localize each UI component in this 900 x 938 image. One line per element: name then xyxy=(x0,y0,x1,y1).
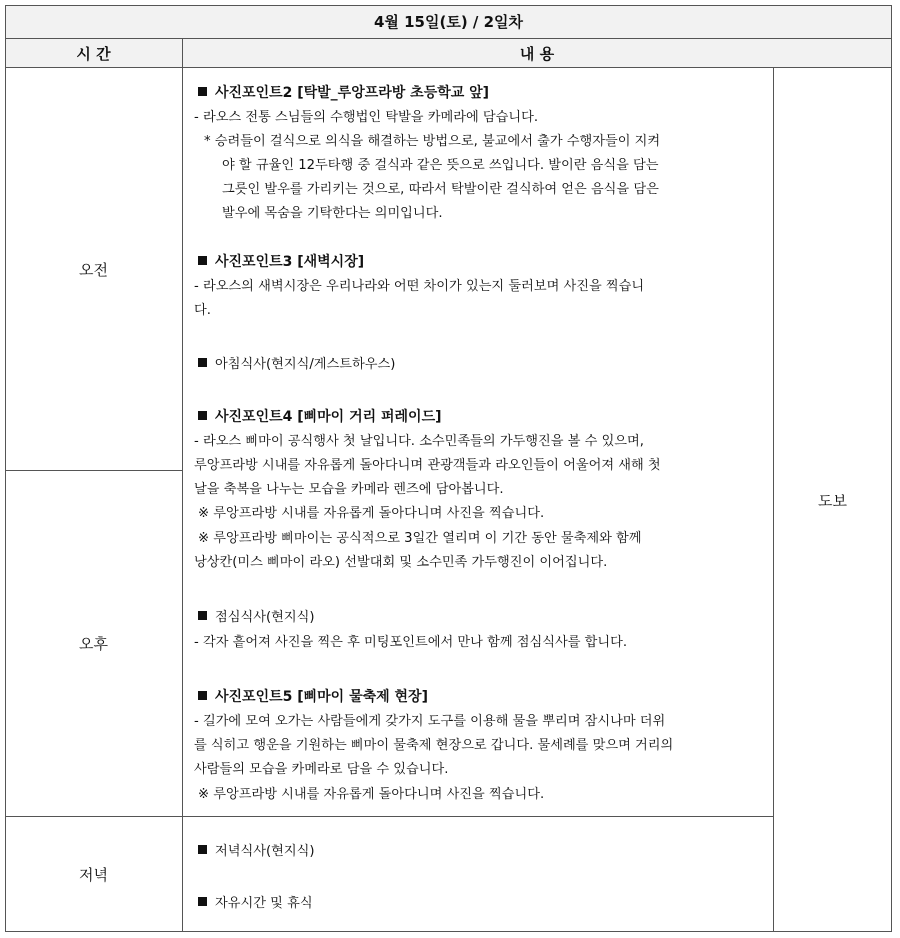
schedule-detail-line xyxy=(194,554,607,572)
border-top xyxy=(5,5,892,6)
border-time-content xyxy=(182,38,183,932)
square-bullet-icon xyxy=(198,358,207,367)
line-text: 다. xyxy=(194,303,211,318)
period-morning: 오전 xyxy=(79,260,108,279)
square-bullet-icon xyxy=(198,845,207,854)
period-evening: 저녁 xyxy=(79,865,108,884)
line-text: 그릇인 발우를 가리키는 것으로, 따라서 탁발이란 걸식하여 얻은 음식을 담은 xyxy=(222,182,659,197)
transport-mode: 도보 xyxy=(818,491,847,510)
line-text: - 라오스의 새벽시장은 우리나라와 어떤 차이가 있는지 둘러보며 사진을 찍습니 xyxy=(194,279,645,294)
table-title: 4월 15일(토) / 2일차 xyxy=(5,5,892,38)
schedule-detail-line xyxy=(222,157,659,175)
line-text: 야 할 규율인 12두타행 중 걸식과 같은 뜻으로 쓰입니다. 발이란 음식을 담는 xyxy=(222,158,659,173)
schedule-detail-line xyxy=(198,530,642,548)
schedule-detail-line xyxy=(194,713,665,731)
line-text: 점심식사(현지식) xyxy=(215,610,315,625)
line-text: * 승려들이 걸식으로 의식을 해결하는 방법으로, 불교에서 출가 수행자들이 지켜 xyxy=(204,134,661,149)
square-bullet-icon xyxy=(198,897,207,906)
period-afternoon: 오후 xyxy=(79,635,108,653)
schedule-detail-line xyxy=(194,737,673,755)
line-text: 사진포인트4 [삐마이 거리 퍼레이드] xyxy=(215,409,442,425)
square-bullet-icon xyxy=(198,87,207,96)
line-text: - 라오스 전통 스님들의 수행법인 탁발을 카메라에 담습니다. xyxy=(194,110,539,125)
line-text: 를 식히고 행운을 기원하는 삐마이 물축제 현장으로 갑니다. 물세례를 맞으며 거리의 xyxy=(194,738,674,753)
line-text: 낭상칸(미스 삐마이 라오) 선발대회 및 소수민족 가두행진이 이어집니다. xyxy=(194,555,608,570)
schedule-item xyxy=(198,895,313,913)
schedule-detail-line xyxy=(194,302,211,320)
schedule-detail-line xyxy=(194,457,661,475)
line-text: 저녁식사(현지식) xyxy=(215,844,315,859)
line-text: 사람들의 모습을 카메라로 담을 수 있습니다. xyxy=(194,762,449,777)
border-title-bottom xyxy=(5,38,892,39)
line-text: 자유시간 및 휴식 xyxy=(215,896,313,911)
schedule-detail-line xyxy=(194,278,644,296)
schedule-detail-line xyxy=(194,109,538,127)
schedule-detail-line xyxy=(194,761,448,779)
line-text: ※ 루앙프라방 삐마이는 공식적으로 3일간 열리며 이 기간 동안 물축제와 함께 xyxy=(198,531,642,546)
schedule-item xyxy=(198,356,395,374)
column-header-time: 시 간 xyxy=(5,38,182,68)
schedule-item xyxy=(198,408,442,426)
square-bullet-icon xyxy=(198,411,207,420)
square-bullet-icon xyxy=(198,691,207,700)
line-text: 날을 축복을 나누는 모습을 카메라 렌즈에 담아봅니다. xyxy=(194,482,504,497)
column-header-content: 내 용 xyxy=(182,38,892,68)
schedule-item xyxy=(198,843,314,861)
line-text: 루앙프라방 시내를 자유롭게 돌아다니며 관광객들과 라오인들이 어울어져 새해 첫 xyxy=(194,458,661,473)
line-text: 사진포인트2 [탁발_루앙프라방 초등학교 앞] xyxy=(215,85,490,101)
schedule-item xyxy=(198,609,314,627)
schedule-detail-line xyxy=(204,133,660,151)
line-text: - 각자 흩어져 사진을 찍은 후 미팅포인트에서 만나 함께 점심식사를 합니다. xyxy=(194,635,628,650)
line-text: 발우에 목숨을 기탁한다는 의미입니다. xyxy=(222,206,443,221)
line-text: 아침식사(현지식/게스트하우스) xyxy=(215,357,396,372)
line-text: 사진포인트3 [새벽시장] xyxy=(215,254,365,270)
line-text: ※ 루앙프라방 시내를 자유롭게 돌아다니며 사진을 찍습니다. xyxy=(198,787,545,802)
border-bottom xyxy=(5,931,892,932)
itinerary-table xyxy=(5,5,892,932)
line-text: 사진포인트5 [삐마이 물축제 현장] xyxy=(215,689,428,705)
square-bullet-icon xyxy=(198,611,207,620)
schedule-detail-line xyxy=(194,481,504,499)
schedule-item xyxy=(198,688,428,706)
schedule-detail-line xyxy=(198,786,544,804)
line-text: ※ 루앙프라방 시내를 자유롭게 돌아다니며 사진을 찍습니다. xyxy=(198,506,545,521)
schedule-detail-line xyxy=(222,205,443,223)
line-text: - 라오스 삐마이 공식행사 첫 날입니다. 소수민족들의 가두행진을 볼 수 있으며, xyxy=(194,434,644,449)
schedule-detail-line xyxy=(198,505,544,523)
schedule-detail-line xyxy=(194,634,627,652)
schedule-item xyxy=(198,84,489,102)
line-text: - 길가에 모여 오가는 사람들에게 갖가지 도구를 이용해 물을 뿌리며 잠시나마 더위 xyxy=(194,714,666,729)
schedule-detail-line xyxy=(194,433,644,451)
square-bullet-icon xyxy=(198,256,207,265)
schedule-detail-line xyxy=(222,181,659,199)
schedule-item xyxy=(198,253,364,271)
